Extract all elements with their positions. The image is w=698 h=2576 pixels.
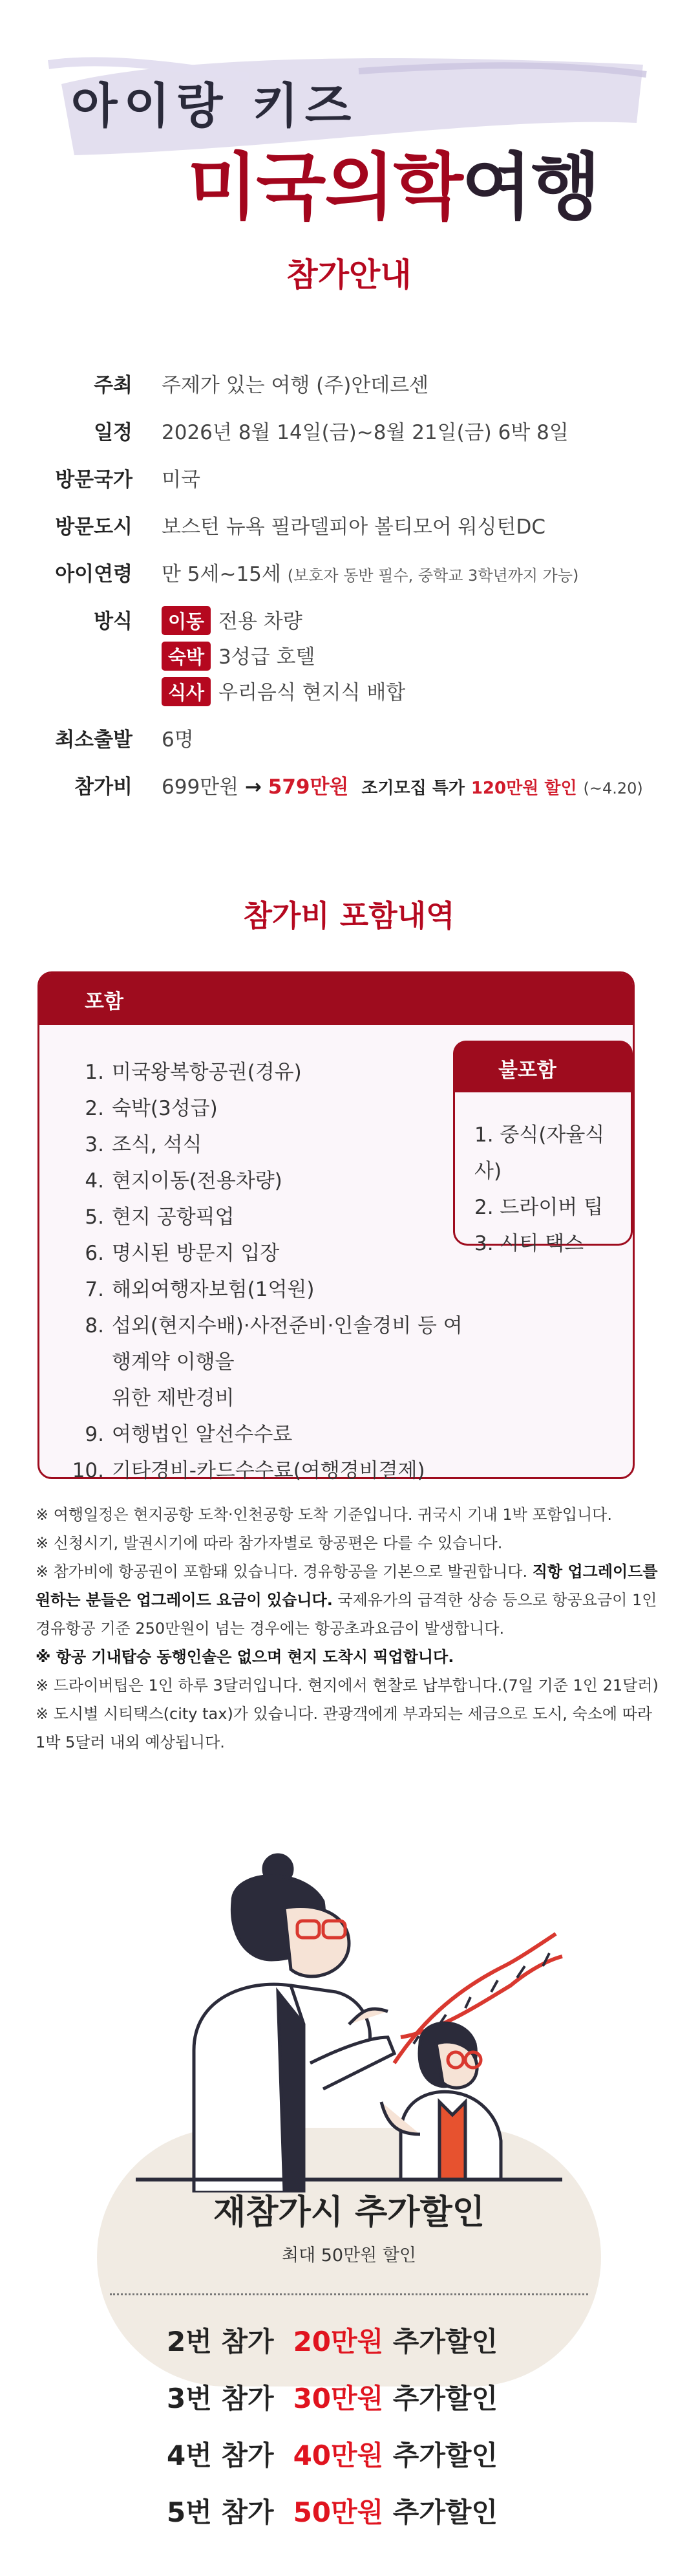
discount-subtitle: 최대 50만원 할인 bbox=[281, 2246, 416, 2266]
info-row-cities bbox=[0, 510, 698, 539]
note-text: ※ 참가비에 항공권이 포함돼 있습니다. 경유항공을 기본으로 발권합니다. bbox=[36, 1563, 533, 1581]
early-discount: 120만원 할인 bbox=[471, 779, 577, 798]
list-item bbox=[72, 1235, 472, 1272]
method-text: 우리음식 현지식 배합 bbox=[218, 681, 406, 704]
method-item bbox=[162, 640, 315, 671]
info-row-method bbox=[0, 605, 698, 634]
list-item-num: 7. bbox=[85, 1278, 104, 1301]
list-item-text: 조식, 석식 bbox=[112, 1133, 202, 1156]
hero-title-part1: 미국의학 bbox=[187, 146, 462, 230]
child-figure bbox=[381, 2023, 501, 2180]
doctor-child-illustration bbox=[0, 1830, 698, 2192]
method-item bbox=[162, 605, 302, 635]
info-row-host bbox=[0, 369, 698, 398]
list-item bbox=[72, 1090, 472, 1127]
discount-amount: 50만원 bbox=[293, 2496, 384, 2528]
note: ※ 여행일정은 현지공항 도착·인천공항 도착 기준입니다. 귀국시 기내 1박 포함입니다. bbox=[36, 1506, 612, 1524]
discount-amount: 40만원 bbox=[293, 2440, 384, 2471]
discount-suffix: 추가할인 bbox=[392, 2440, 498, 2471]
early-deadline: (~4.20) bbox=[583, 779, 643, 797]
hero-title-part2: 여행 bbox=[461, 146, 600, 230]
info-value: 미국 bbox=[162, 468, 200, 492]
dotted-divider bbox=[110, 2293, 588, 2295]
method-text: 전용 차량 bbox=[218, 610, 302, 633]
list-item: 3. 시티 택스 bbox=[474, 1232, 584, 1255]
list-item-text: 현지이동(전용차량) bbox=[112, 1169, 282, 1193]
age-range: 만 5세~15세 bbox=[162, 563, 281, 586]
list-item-text: 여행법인 알선수수료 bbox=[112, 1423, 293, 1446]
excluded-box bbox=[453, 1041, 633, 1255]
discount-suffix: 추가할인 bbox=[392, 2326, 498, 2357]
hero-subtitle: 아이랑 키즈 bbox=[71, 78, 358, 134]
list-item-num: 5. bbox=[85, 1206, 104, 1229]
list-item-num: 3. bbox=[85, 1133, 104, 1156]
method-tag: 식사 bbox=[162, 677, 211, 706]
hero-header bbox=[0, 0, 698, 230]
discount-count: 4번 참가 bbox=[167, 2440, 274, 2471]
info-label: 주최 bbox=[94, 374, 132, 397]
list-item-text: 미국왕복항공권(경유) bbox=[112, 1061, 302, 1084]
included-header bbox=[39, 973, 633, 1025]
note: ※ 드라이버팁은 1인 하루 3달러입니다. 현지에서 현찰로 납부합니다.(7일 기준 1인 21달러) bbox=[36, 1676, 659, 1694]
age-note: (보호자 동반 필수, 중학교 3학년까지 가능) bbox=[287, 567, 579, 585]
info-value: 보스턴 뉴욕 필라델피아 볼티모어 워싱턴DC bbox=[162, 515, 546, 539]
fee-original: 699만원 bbox=[162, 775, 239, 799]
info-label: 방문도시 bbox=[55, 515, 132, 539]
list-item: 1. 중식(자율식사) bbox=[474, 1123, 605, 1183]
info-value: 2026년 8월 14일(금)~8월 21일(금) 6박 8일 bbox=[162, 421, 569, 444]
fee-sale: 579만원 bbox=[268, 775, 349, 799]
note: ※ 신청시기, 발권시기에 따라 참가자별로 항공편은 다를 수 있습니다. bbox=[36, 1534, 503, 1552]
discount-count: 2번 참가 bbox=[167, 2326, 274, 2357]
list-item bbox=[72, 1453, 472, 1489]
list-item-text: 섭외(현지수배)·사전준비·인솔경비 등 여행계약 이행을 bbox=[112, 1314, 463, 1374]
list-item bbox=[72, 1163, 472, 1199]
info-row-fee bbox=[0, 770, 698, 799]
info-row-age bbox=[0, 557, 698, 587]
discount-row bbox=[167, 2434, 498, 2473]
discount-amount: 20만원 bbox=[293, 2326, 384, 2357]
early-label: 조기모집 특가 bbox=[361, 779, 465, 798]
illustration-doctor-and-child bbox=[0, 1830, 698, 2192]
list-item-text: 숙박(3성급) bbox=[112, 1097, 218, 1120]
list-item-num bbox=[72, 1380, 112, 1416]
list-item-text: 명시된 방문지 입장 bbox=[112, 1242, 280, 1265]
discount-title: 재참가시 추가할인 bbox=[213, 2193, 485, 2232]
method-item bbox=[162, 676, 405, 706]
list-item-num: 9. bbox=[85, 1423, 104, 1446]
info-label: 참가비 bbox=[74, 775, 132, 799]
list-item-text: 현지 공항픽업 bbox=[112, 1206, 235, 1229]
list-item bbox=[72, 1416, 472, 1453]
info-value: 주제가 있는 여행 (주)안데르센 bbox=[162, 374, 429, 397]
list-item bbox=[72, 1308, 472, 1380]
list-item: 2. 드라이버 팁 bbox=[474, 1196, 604, 1219]
section-title-info: 참가안내 bbox=[286, 256, 412, 294]
info-label: 일정 bbox=[94, 421, 132, 444]
section-title-inclusion: 참가비 포함내역 bbox=[243, 898, 455, 933]
discount-row bbox=[167, 2491, 498, 2530]
method-tag: 숙박 bbox=[162, 642, 211, 671]
discount-row bbox=[167, 2321, 498, 2359]
list-item-num: 4. bbox=[85, 1169, 104, 1193]
included-box bbox=[37, 971, 635, 1482]
list-item bbox=[72, 1199, 472, 1235]
info-label: 방문국가 bbox=[55, 468, 132, 492]
excluded-header bbox=[453, 1041, 633, 1092]
included-header-label: 포함 bbox=[85, 990, 123, 1013]
method-text: 3성급 호텔 bbox=[218, 645, 315, 669]
list-item-num: 6. bbox=[85, 1242, 104, 1265]
list-item-text: 해외여행자보험(1억원) bbox=[112, 1278, 315, 1301]
list-item-text: 기타경비-카드수수료(여행경비결제) bbox=[112, 1459, 425, 1482]
info-label: 최소출발 bbox=[55, 728, 132, 752]
discount-suffix: 추가할인 bbox=[392, 2383, 498, 2414]
info-row-schedule bbox=[0, 416, 698, 445]
info-row-country bbox=[0, 463, 698, 492]
list-item-num: 2. bbox=[85, 1097, 104, 1120]
list-item-num: 8. bbox=[85, 1314, 104, 1337]
discount-row bbox=[167, 2377, 498, 2416]
hero-title bbox=[187, 129, 599, 233]
note bbox=[36, 1557, 662, 1643]
note: ※ 도시별 시티택스(city tax)가 있습니다. 관광객에게 부과되는 세금으로 도시, 숙소에 따라 1박 5달러 내외 예상됩니다. bbox=[36, 1705, 653, 1751]
doctor-figure bbox=[194, 1855, 394, 2192]
list-item-num: 1. bbox=[85, 1061, 104, 1084]
discount-count: 5번 참가 bbox=[167, 2496, 274, 2528]
info-label: 아이연령 bbox=[55, 563, 132, 586]
list-item bbox=[72, 1054, 472, 1090]
list-item bbox=[72, 1127, 472, 1163]
method-tag: 이동 bbox=[162, 606, 211, 635]
discount-suffix: 추가할인 bbox=[392, 2496, 498, 2528]
note-bold: 직항 업그레이드를 원하는 분들은 업그레이드 요금이 있습니다. bbox=[36, 1563, 658, 1609]
info-row-min-departure bbox=[0, 723, 698, 752]
info-label: 방식 bbox=[94, 610, 132, 633]
excluded-list bbox=[474, 1117, 631, 1262]
discount-count: 3번 참가 bbox=[167, 2383, 274, 2414]
discount-amount: 30만원 bbox=[293, 2383, 384, 2414]
included-list bbox=[72, 1054, 472, 1489]
list-item bbox=[72, 1272, 472, 1308]
note-text: 국제유가의 급격한 상승 등으로 항공요금이 1인 경유항공 기준 250만원이 넘는 경우에는 항공초과요금이 발생합니다. bbox=[36, 1591, 657, 1638]
list-item-num: 10. bbox=[72, 1459, 104, 1482]
fee-value bbox=[162, 770, 643, 799]
notes bbox=[36, 1500, 662, 1757]
arrow-icon: → bbox=[244, 775, 262, 799]
info-value: 6명 bbox=[162, 728, 194, 752]
info-value bbox=[162, 557, 578, 587]
note: ※ 항공 기내탑승 동행인솔은 없으며 현지 도착시 픽업합니다. bbox=[36, 1648, 454, 1666]
excluded-header-label: 불포함 bbox=[498, 1059, 556, 1082]
list-item-text: 위한 제반경비 bbox=[112, 1387, 235, 1410]
list-item bbox=[72, 1380, 472, 1416]
